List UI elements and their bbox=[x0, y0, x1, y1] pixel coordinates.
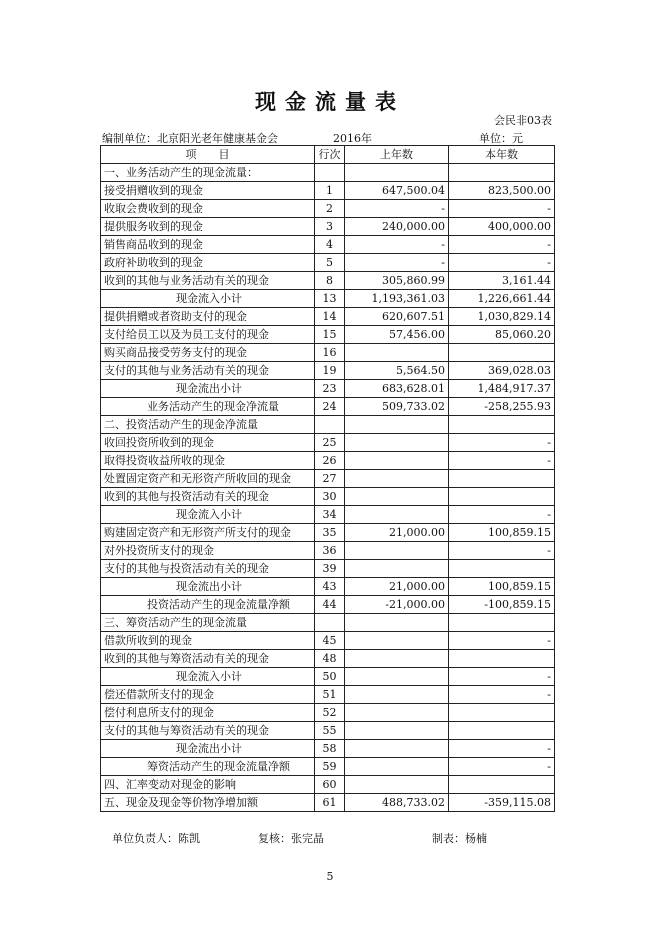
row-curr-year-value: - bbox=[449, 686, 555, 704]
row-item-label: 二、投资活动产生的现金净流量 bbox=[101, 416, 315, 434]
table-row bbox=[101, 758, 555, 776]
row-item-label: 处置固定资产和无形资产所收回的现金 bbox=[101, 470, 315, 488]
row-line-no: 44 bbox=[315, 596, 345, 614]
table-row bbox=[101, 794, 555, 812]
row-item-label: 现金流出小计 bbox=[101, 740, 315, 758]
table-row bbox=[101, 308, 555, 326]
row-line-no: 51 bbox=[315, 686, 345, 704]
signature-preparer: 制表：杨楠 bbox=[432, 832, 487, 845]
row-item-label: 现金流入小计 bbox=[101, 506, 315, 524]
row-item-label: 提供服务收到的现金 bbox=[101, 218, 315, 236]
header-item: 项 目 bbox=[101, 146, 315, 164]
table-row bbox=[101, 164, 555, 182]
row-item-label: 购买商品接受劳务支付的现金 bbox=[101, 344, 315, 362]
row-item-label: 政府补助收到的现金 bbox=[101, 254, 315, 272]
row-line-no: 13 bbox=[315, 290, 345, 308]
table-header-row bbox=[101, 146, 555, 164]
row-item-label: 偿付利息所支付的现金 bbox=[101, 704, 315, 722]
row-prev-year-value bbox=[345, 722, 449, 740]
row-line-no: 3 bbox=[315, 218, 345, 236]
row-prev-year-value bbox=[345, 542, 449, 560]
row-curr-year-value: -359,115.08 bbox=[449, 794, 555, 812]
row-line-no: 35 bbox=[315, 524, 345, 542]
row-item-label: 取得投资收益所收的现金 bbox=[101, 452, 315, 470]
row-item-label: 支付的其他与投资活动有关的现金 bbox=[101, 560, 315, 578]
table-row bbox=[101, 560, 555, 578]
row-item-label: 五、现金及现金等价物净增加额 bbox=[101, 794, 315, 812]
row-curr-year-value bbox=[449, 470, 555, 488]
row-item-label: 收回投资所收到的现金 bbox=[101, 434, 315, 452]
row-line-no: 26 bbox=[315, 452, 345, 470]
row-curr-year-value bbox=[449, 164, 555, 182]
page-number: 5 bbox=[326, 870, 334, 883]
header-line-no: 行次 bbox=[315, 146, 345, 164]
header-prev-year: 上年数 bbox=[345, 146, 449, 164]
table-row bbox=[101, 236, 555, 254]
row-curr-year-value: - bbox=[449, 452, 555, 470]
table-row bbox=[101, 596, 555, 614]
table-row bbox=[101, 380, 555, 398]
row-line-no: 15 bbox=[315, 326, 345, 344]
row-item-label: 一、业务活动产生的现金流量： bbox=[101, 164, 315, 182]
table-row bbox=[101, 506, 555, 524]
row-line-no: 60 bbox=[315, 776, 345, 794]
row-item-label: 收取会费收到的现金 bbox=[101, 200, 315, 218]
row-line-no: 50 bbox=[315, 668, 345, 686]
row-line-no: 36 bbox=[315, 542, 345, 560]
row-curr-year-value bbox=[449, 488, 555, 506]
row-curr-year-value: 1,030,829.14 bbox=[449, 308, 555, 326]
row-prev-year-value bbox=[345, 776, 449, 794]
row-item-label: 业务活动产生的现金净流量 bbox=[101, 398, 315, 416]
row-curr-year-value: 400,000.00 bbox=[449, 218, 555, 236]
row-line-no: 61 bbox=[315, 794, 345, 812]
row-prev-year-value bbox=[345, 416, 449, 434]
row-line-no: 5 bbox=[315, 254, 345, 272]
row-item-label: 销售商品收到的现金 bbox=[101, 236, 315, 254]
row-item-label: 三、筹资活动产生的现金流量 bbox=[101, 614, 315, 632]
row-line-no: 34 bbox=[315, 506, 345, 524]
row-curr-year-value: 1,484,917.37 bbox=[449, 380, 555, 398]
cash-flow-table bbox=[100, 145, 555, 812]
table-row bbox=[101, 200, 555, 218]
row-curr-year-value: - bbox=[449, 758, 555, 776]
table-row bbox=[101, 632, 555, 650]
row-prev-year-value bbox=[345, 668, 449, 686]
row-line-no: 48 bbox=[315, 650, 345, 668]
reporting-entity: 编制单位：北京阳光老年健康基金会 bbox=[102, 132, 278, 145]
row-line-no: 58 bbox=[315, 740, 345, 758]
row-item-label: 收到的其他与业务活动有关的现金 bbox=[101, 272, 315, 290]
row-prev-year-value: 5,564.50 bbox=[345, 362, 449, 380]
row-item-label: 现金流入小计 bbox=[101, 290, 315, 308]
row-line-no bbox=[315, 614, 345, 632]
row-item-label: 提供捐赠或者资助支付的现金 bbox=[101, 308, 315, 326]
table-row bbox=[101, 776, 555, 794]
row-line-no: 25 bbox=[315, 434, 345, 452]
row-prev-year-value bbox=[345, 632, 449, 650]
row-item-label: 收到的其他与筹资活动有关的现金 bbox=[101, 650, 315, 668]
row-item-label: 四、汇率变动对现金的影响 bbox=[101, 776, 315, 794]
row-line-no: 4 bbox=[315, 236, 345, 254]
row-line-no: 8 bbox=[315, 272, 345, 290]
row-item-label: 借款所收到的现金 bbox=[101, 632, 315, 650]
row-prev-year-value: 21,000.00 bbox=[345, 578, 449, 596]
row-prev-year-value bbox=[345, 344, 449, 362]
row-curr-year-value: - bbox=[449, 506, 555, 524]
row-prev-year-value bbox=[345, 560, 449, 578]
table-row bbox=[101, 416, 555, 434]
table-row bbox=[101, 218, 555, 236]
signature-head: 单位负责人：陈凯 bbox=[112, 832, 200, 845]
row-prev-year-value: 620,607.51 bbox=[345, 308, 449, 326]
document-title: 现金流量表 bbox=[255, 89, 405, 114]
row-curr-year-value: 823,500.00 bbox=[449, 182, 555, 200]
row-prev-year-value: 1,193,361.03 bbox=[345, 290, 449, 308]
row-prev-year-value bbox=[345, 686, 449, 704]
signature-reviewer: 复核：张完晶 bbox=[258, 832, 324, 845]
table-row bbox=[101, 650, 555, 668]
row-curr-year-value: - bbox=[449, 668, 555, 686]
table-row bbox=[101, 614, 555, 632]
row-prev-year-value: 647,500.04 bbox=[345, 182, 449, 200]
row-line-no: 43 bbox=[315, 578, 345, 596]
table-row bbox=[101, 290, 555, 308]
row-curr-year-value bbox=[449, 650, 555, 668]
table-row bbox=[101, 398, 555, 416]
row-prev-year-value bbox=[345, 488, 449, 506]
row-curr-year-value: 100,859.15 bbox=[449, 578, 555, 596]
row-curr-year-value bbox=[449, 704, 555, 722]
row-curr-year-value: - bbox=[449, 740, 555, 758]
row-item-label: 收到的其他与投资活动有关的现金 bbox=[101, 488, 315, 506]
row-line-no: 45 bbox=[315, 632, 345, 650]
row-curr-year-value: 1,226,661.44 bbox=[449, 290, 555, 308]
row-line-no: 27 bbox=[315, 470, 345, 488]
row-prev-year-value: - bbox=[345, 236, 449, 254]
row-line-no: 19 bbox=[315, 362, 345, 380]
table-row bbox=[101, 578, 555, 596]
row-prev-year-value: 240,000.00 bbox=[345, 218, 449, 236]
row-line-no: 24 bbox=[315, 398, 345, 416]
table-row bbox=[101, 722, 555, 740]
table-row bbox=[101, 344, 555, 362]
header-curr-year: 本年数 bbox=[449, 146, 555, 164]
row-curr-year-value: 85,060.20 bbox=[449, 326, 555, 344]
table-row bbox=[101, 362, 555, 380]
row-curr-year-value: - bbox=[449, 632, 555, 650]
row-curr-year-value bbox=[449, 776, 555, 794]
row-prev-year-value: 683,628.01 bbox=[345, 380, 449, 398]
row-item-label: 支付的其他与筹资活动有关的现金 bbox=[101, 722, 315, 740]
table-row bbox=[101, 452, 555, 470]
table-row bbox=[101, 470, 555, 488]
row-curr-year-value: 3,161.44 bbox=[449, 272, 555, 290]
row-item-label: 购建固定资产和无形资产所支付的现金 bbox=[101, 524, 315, 542]
table-body bbox=[101, 164, 555, 812]
row-item-label: 接受捐赠收到的现金 bbox=[101, 182, 315, 200]
table-row bbox=[101, 542, 555, 560]
row-line-no: 59 bbox=[315, 758, 345, 776]
row-item-label: 筹资活动产生的现金流量净额 bbox=[101, 758, 315, 776]
form-code: 会民非03表 bbox=[494, 114, 552, 127]
row-prev-year-value: - bbox=[345, 200, 449, 218]
row-line-no: 52 bbox=[315, 704, 345, 722]
row-line-no: 1 bbox=[315, 182, 345, 200]
table-row bbox=[101, 686, 555, 704]
row-item-label: 现金流入小计 bbox=[101, 668, 315, 686]
row-prev-year-value: 57,456.00 bbox=[345, 326, 449, 344]
row-line-no: 30 bbox=[315, 488, 345, 506]
row-curr-year-value: - bbox=[449, 254, 555, 272]
row-curr-year-value bbox=[449, 722, 555, 740]
row-curr-year-value: - bbox=[449, 542, 555, 560]
row-line-no bbox=[315, 164, 345, 182]
row-prev-year-value: - bbox=[345, 254, 449, 272]
row-prev-year-value: 305,860.99 bbox=[345, 272, 449, 290]
row-item-label: 偿还借款所支付的现金 bbox=[101, 686, 315, 704]
row-item-label: 对外投资所支付的现金 bbox=[101, 542, 315, 560]
row-line-no: 2 bbox=[315, 200, 345, 218]
row-curr-year-value: - bbox=[449, 200, 555, 218]
row-prev-year-value bbox=[345, 470, 449, 488]
row-line-no: 23 bbox=[315, 380, 345, 398]
row-curr-year-value bbox=[449, 344, 555, 362]
row-curr-year-value: -100,859.15 bbox=[449, 596, 555, 614]
row-item-label: 支付给员工以及为员工支付的现金 bbox=[101, 326, 315, 344]
row-curr-year-value: -258,255.93 bbox=[449, 398, 555, 416]
row-curr-year-value: 100,859.15 bbox=[449, 524, 555, 542]
table-row bbox=[101, 272, 555, 290]
row-line-no: 39 bbox=[315, 560, 345, 578]
row-curr-year-value: 369,028.03 bbox=[449, 362, 555, 380]
row-item-label: 投资活动产生的现金流量净额 bbox=[101, 596, 315, 614]
row-line-no bbox=[315, 416, 345, 434]
row-line-no: 14 bbox=[315, 308, 345, 326]
table-row bbox=[101, 182, 555, 200]
row-item-label: 现金流出小计 bbox=[101, 578, 315, 596]
row-prev-year-value bbox=[345, 434, 449, 452]
row-curr-year-value bbox=[449, 560, 555, 578]
row-prev-year-value: 509,733.02 bbox=[345, 398, 449, 416]
table-row bbox=[101, 254, 555, 272]
currency-unit: 单位：元 bbox=[479, 132, 523, 145]
table-row bbox=[101, 488, 555, 506]
table-row bbox=[101, 668, 555, 686]
table-row bbox=[101, 434, 555, 452]
row-line-no: 16 bbox=[315, 344, 345, 362]
row-prev-year-value: 488,733.02 bbox=[345, 794, 449, 812]
row-curr-year-value bbox=[449, 614, 555, 632]
row-prev-year-value bbox=[345, 452, 449, 470]
row-prev-year-value bbox=[345, 650, 449, 668]
row-prev-year-value bbox=[345, 704, 449, 722]
table-row bbox=[101, 524, 555, 542]
row-prev-year-value bbox=[345, 164, 449, 182]
row-item-label: 现金流出小计 bbox=[101, 380, 315, 398]
row-curr-year-value: - bbox=[449, 236, 555, 254]
row-prev-year-value: 21,000.00 bbox=[345, 524, 449, 542]
row-prev-year-value bbox=[345, 614, 449, 632]
report-year: 2016年 bbox=[333, 132, 372, 145]
row-line-no: 55 bbox=[315, 722, 345, 740]
row-prev-year-value: -21,000.00 bbox=[345, 596, 449, 614]
row-curr-year-value bbox=[449, 416, 555, 434]
table-row bbox=[101, 326, 555, 344]
row-prev-year-value bbox=[345, 506, 449, 524]
table-row bbox=[101, 740, 555, 758]
row-item-label: 支付的其他与业务活动有关的现金 bbox=[101, 362, 315, 380]
row-prev-year-value bbox=[345, 758, 449, 776]
row-curr-year-value: - bbox=[449, 434, 555, 452]
table-row bbox=[101, 704, 555, 722]
row-prev-year-value bbox=[345, 740, 449, 758]
